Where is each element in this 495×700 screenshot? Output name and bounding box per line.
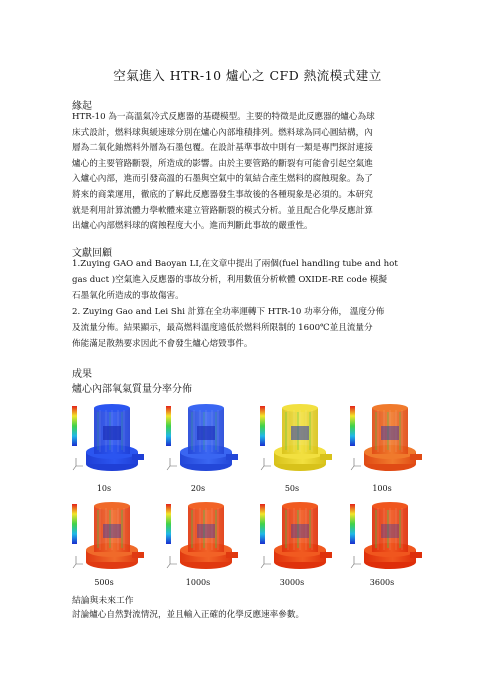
intro-line: 入爐心內部，進而引發高溫的石墨與空氣中的氧結合產生燃料的腐蝕現象。為了 <box>72 174 373 185</box>
intro-line: 爐心的主要管路斷裂，所造成的影響。由於主要管路的斷裂有可能會引起空氣進 <box>72 158 373 169</box>
results-heading: 成果 <box>72 369 92 380</box>
review-line: 石墨氧化所造成的事故傷害。 <box>72 291 184 301</box>
review-heading: 文獻回顧 <box>72 248 112 259</box>
cfd-contour-frame <box>258 400 334 496</box>
intro-line: HTR-10 為一高溫氣冷式反應器的基礎模型。主要的特徵是此反應器的爐心為球 <box>72 112 375 122</box>
review-paragraph <box>72 256 424 352</box>
conclusion-paragraph <box>72 608 424 624</box>
review-line: 及流量分佈。結果顯示，最高燃料溫度遠低於燃料所限制的 1600℃並且流量分 <box>72 323 373 333</box>
frame-time-label: 100s <box>372 484 392 493</box>
intro-line: 床式設計，燃料球與緩速球分別在爐心內部堆積排列。燃料球為同心圓結構，內 <box>72 127 373 138</box>
frame-time-label: 3000s <box>279 578 305 587</box>
frame-time-label: 3600s <box>369 578 395 587</box>
cfd-contour-frame <box>164 400 240 496</box>
intro-line: 出爐心內部燃料球的腐蝕程度大小。進而判斷此事故的嚴重性。 <box>72 221 313 232</box>
review-line: 1.Zuying GAO and Baoyan LI,在文章中提出了兩個(fuel handling tube and hot <box>72 259 398 269</box>
conclusion-line: 討論爐心自然對流情況，並且輸入正確的化學反應速率參數。 <box>72 610 305 620</box>
intro-paragraph <box>72 110 424 235</box>
intro-line: 將來的商業運用，徹底的了解此反應器發生事故後的各種現象是必須的。本研究 <box>72 189 373 200</box>
page-title: 空氣進入 HTR-10 爐心之 CFD 熱流模式建立 <box>113 68 382 83</box>
frame-time-label: 1000s <box>185 578 211 587</box>
cfd-contour-frame <box>70 400 146 496</box>
frame-time-label: 50s <box>284 484 300 493</box>
review-line: 佈能滿足散熱要求因此不會發生爐心熔毀事件。 <box>72 339 253 349</box>
review-line: gas duct )空氣進入反應器的事故分析，利用數值分析軟體 OXIDE-RE code 模擬 <box>72 275 387 285</box>
intro-line: 就是利用計算流體力學軟體來建立管路斷裂的模式分析。並且配合化學反應計算 <box>72 205 373 216</box>
frame-time-label: 20s <box>190 484 206 493</box>
conclusion-heading: 結論與未來工作 <box>72 596 134 606</box>
frame-time-label: 10s <box>96 484 112 493</box>
results-subheading: 爐心內部氧氣質量分率分佈 <box>72 384 192 395</box>
intro-heading: 緣起 <box>72 101 92 112</box>
review-line: 2. Zuying Gao and Lei Shi 計算在全功率運轉下 HTR-10 功率分佈， 溫度分佈 <box>72 307 385 317</box>
frame-time-label: 500s <box>94 578 114 587</box>
intro-line: 層為二氧化鈾燃料外層為石墨包覆。在設計基準事故中則有一類是專門探討連接 <box>72 143 373 154</box>
cfd-contour-frame <box>348 400 424 496</box>
